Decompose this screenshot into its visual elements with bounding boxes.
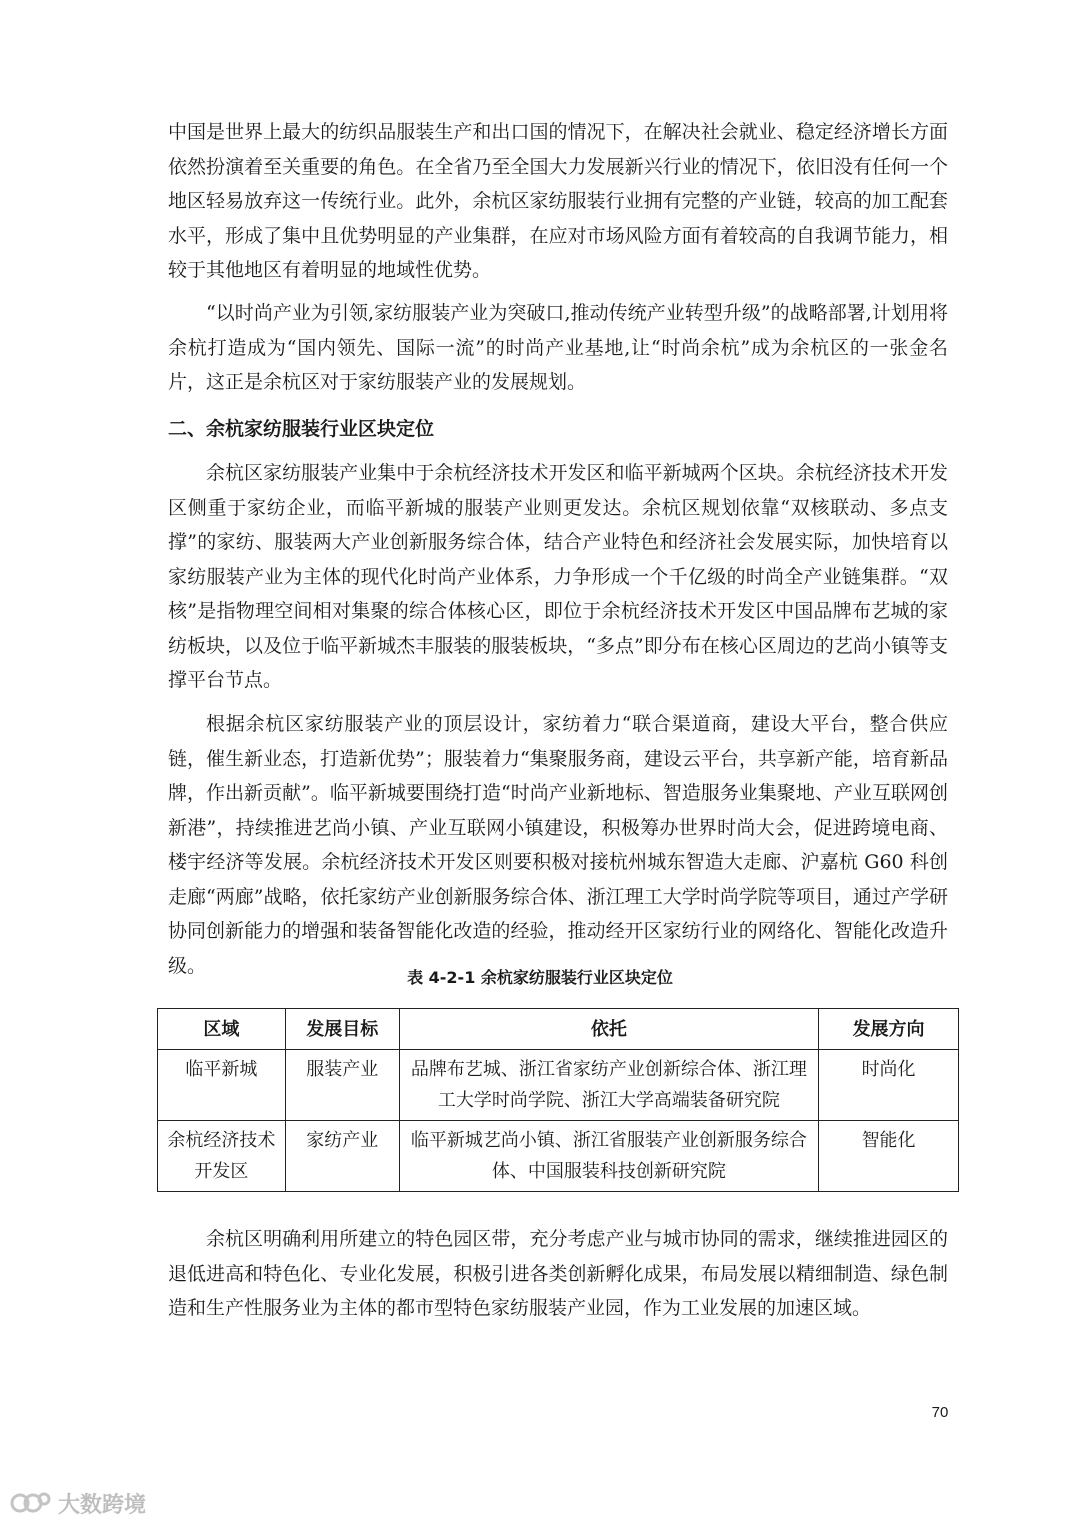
header-goal: 发展目标 bbox=[285, 1009, 399, 1050]
watermark bbox=[8, 1486, 146, 1520]
cell-region: 临平新城 bbox=[158, 1050, 286, 1121]
page-number: 70 bbox=[931, 1404, 949, 1421]
paragraph-4: 根据余杭区家纺服装产业的顶层设计，家纺着力“联合渠道商，建设大平台，整合供应链，催生新业态，打造新优势”；服装着力“集聚服务商，建设云平台，共享新产能，培育新品牌，作出新贡献”。临平新城要围绕打造“时尚产业新地标、智造服务业集聚地、产业互联网创新港”，持续推进艺尚小镇、产业互联网小镇建设，积极筹办世界时尚大会，促进跨境电商、楼宇经济等发展。余杭经济技术开发区则要积极对接杭州城东智造大走廊、沪嘉杭 G60 科创走廊“两廊”战略，依托家纺产业创新服务综合体、浙江理工大学时尚学院等项目，通过产学研协同创新能力的增强和装备智能化改造的经验，推动经开区家纺行业的网络化、智能化改造升级。 bbox=[168, 713, 948, 977]
watermark-text: 大数跨境 bbox=[58, 1492, 147, 1518]
header-direction: 发展方向 bbox=[819, 1009, 959, 1050]
brand-logo-icon bbox=[8, 1486, 52, 1520]
header-support: 依托 bbox=[399, 1009, 818, 1050]
paragraph-3: 余杭区家纺服装产业集中于余杭经济技术开发区和临平新城两个区块。余杭经济技术开发区侧重于家纺企业，而临平新城的服装产业则更发达。余杭区规划依靠“双核联动、多点支撑”的家纺、服装两大产业创新服务综合体，结合产业特色和经济社会发展实际，加快培育以家纺服装产业为主体的现代化时尚产业体系，力争形成一个千亿级的时尚全产业链集群。“双核”是指物理空间相对集聚的综合体核心区，即位于余杭经济技术开发区中国品牌布艺城的家纺板块，以及位于临平新城杰丰服装的服装板块，“多点”即分布在核心区周边的艺尚小镇等支撑平台节点。 bbox=[168, 462, 948, 691]
paragraph-5: 余杭区明确利用所建立的特色园区带，充分考虑产业与城市协同的需求，继续推进园区的退低进高和特色化、专业化发展，积极引进各类创新孵化成果，布局发展以精细制造、绿色制造和生产性服务业为主体的都市型特色家纺服装产业园，作为工业发展的加速区域。 bbox=[168, 1228, 948, 1319]
section-heading: 二、余杭家纺服装行业区块定位 bbox=[168, 418, 435, 440]
cell-support: 临平新城艺尚小镇、浙江省服装产业创新服务综合体、中国服装科技创新研究院 bbox=[399, 1121, 818, 1192]
cell-goal: 家纺产业 bbox=[285, 1121, 399, 1192]
cell-direction: 时尚化 bbox=[819, 1050, 959, 1121]
cell-support: 品牌布艺城、浙江省家纺产业创新综合体、浙江理工大学时尚学院、浙江大学高端装备研究院 bbox=[399, 1050, 818, 1121]
paragraph-1: 中国是世界上最大的纺织品服装生产和出口国的情况下，在解决社会就业、稳定经济增长方面依然扮演着至关重要的角色。在全省乃至全国大力发展新兴行业的情况下，依旧没有任何一个地区轻易放弃这一传统行业。此外，余杭区家纺服装行业拥有完整的产业链，较高的加工配套水平，形成了集中且优势明显的产业集群，在应对市场风险方面有着较高的自我调节能力，相较于其他地区有着明显的地域性优势。 bbox=[168, 121, 948, 281]
cell-region: 余杭经济技术开发区 bbox=[158, 1121, 286, 1192]
header-region: 区域 bbox=[158, 1009, 286, 1050]
paragraph-2: “以时尚产业为引领,家纺服装产业为突破口,推动传统产业转型升级”的战略部署,计划用将余杭打造成为“国内领先、国际一流”的时尚产业基地,让“时尚余杭”成为余杭区的一张金名片，这正是余杭区对于家纺服装产业的发展规划。 bbox=[168, 302, 948, 393]
table-header-row bbox=[158, 1009, 959, 1050]
cell-goal: 服装产业 bbox=[285, 1050, 399, 1121]
cell-direction: 智能化 bbox=[819, 1121, 959, 1192]
region-table bbox=[157, 1008, 959, 1192]
table-caption: 表 4-2-1 余杭家纺服装行业区块定位 bbox=[407, 968, 673, 987]
table-row bbox=[158, 1121, 959, 1192]
table-row bbox=[158, 1050, 959, 1121]
